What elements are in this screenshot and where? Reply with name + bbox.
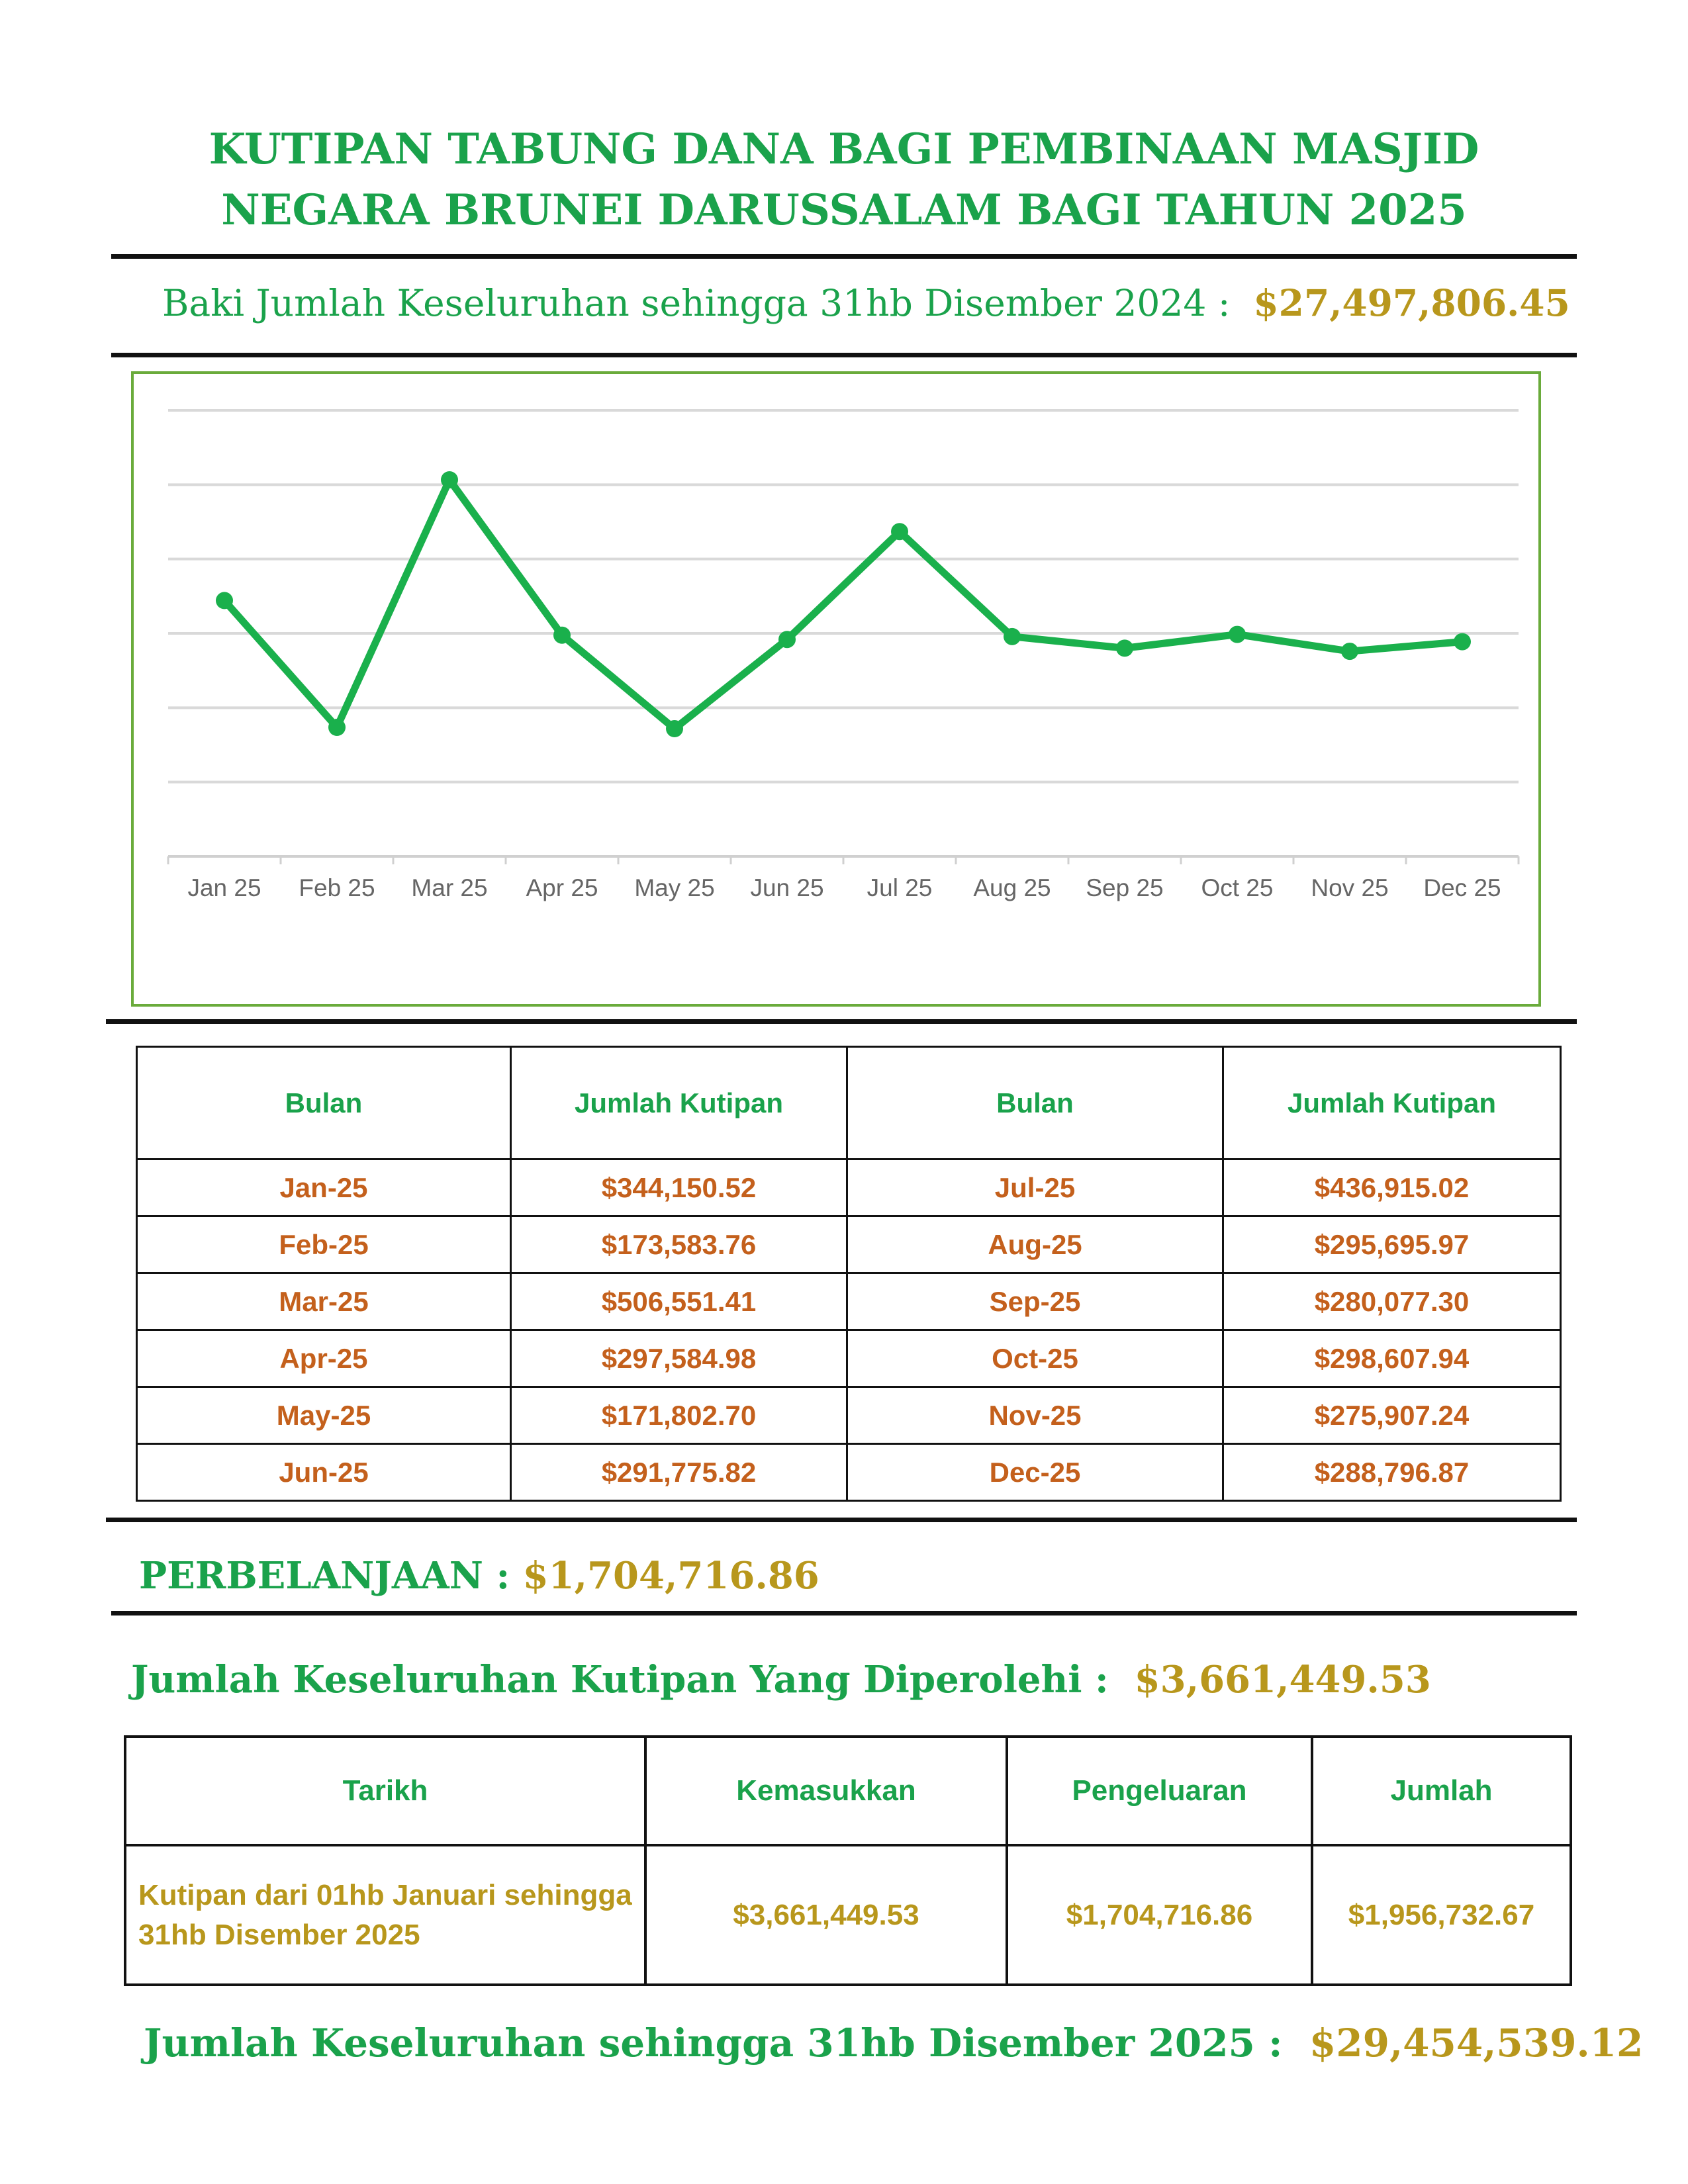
- jumlah-akhir-line: [144, 2021, 1643, 2066]
- table-cell: $275,907.24: [1223, 1387, 1561, 1444]
- table-cell: Jun-25: [137, 1444, 511, 1501]
- jumlah-akhir-value: $29,454,539.12: [1309, 2021, 1644, 2066]
- data-point: [1004, 628, 1021, 645]
- perbelanjaan-line: [139, 1554, 820, 1598]
- baki-label: Baki Jumlah Keseluruhan sehingga 31hb Disember 2024 :: [162, 282, 1231, 324]
- x-tick-label: Dec 25: [1423, 874, 1501, 901]
- chart-svg: [134, 374, 1538, 1004]
- line-chart: [131, 371, 1541, 1007]
- table-cell: Jul-25: [847, 1160, 1223, 1216]
- column-header: Tarikh: [125, 1737, 645, 1845]
- column-header: Jumlah: [1312, 1737, 1571, 1845]
- divider: [111, 353, 1577, 357]
- jumlah-kutipan-value: $3,661,449.53: [1134, 1658, 1431, 1702]
- perbelanjaan-value: $1,704,716.86: [522, 1554, 820, 1598]
- data-point: [891, 523, 908, 540]
- column-header: Bulan: [137, 1047, 511, 1160]
- table-header-row: [125, 1737, 1571, 1845]
- title-line-2: NEGARA BRUNEI DARUSSALAM BAGI TAHUN 2025: [221, 185, 1467, 235]
- table-row: [137, 1387, 1561, 1444]
- table-cell: $344,150.52: [511, 1160, 847, 1216]
- table-cell: Kutipan dari 01hb Januari sehingga 31hb Disember 2025: [125, 1845, 645, 1985]
- table-row: [137, 1273, 1561, 1330]
- jumlah-kutipan-label: Jumlah Keseluruhan Kutipan Yang Diperolehi :: [131, 1658, 1109, 1702]
- data-point: [778, 631, 796, 648]
- jumlah-kutipan-line: [131, 1658, 1431, 1702]
- table-cell: $173,583.76: [511, 1216, 847, 1273]
- table-cell: $298,607.94: [1223, 1330, 1561, 1387]
- table-cell: $280,077.30: [1223, 1273, 1561, 1330]
- x-tick-label: Mar 25: [411, 874, 488, 901]
- x-tick-label: Aug 25: [973, 874, 1051, 901]
- x-tick-label: Feb 25: [299, 874, 375, 901]
- divider: [106, 1019, 1577, 1024]
- data-point: [328, 719, 346, 736]
- data-point: [1229, 626, 1246, 643]
- table-row: [137, 1216, 1561, 1273]
- column-header: Bulan: [847, 1047, 1223, 1160]
- table-cell: Aug-25: [847, 1216, 1223, 1273]
- table-cell: $436,915.02: [1223, 1160, 1561, 1216]
- divider: [111, 254, 1577, 259]
- data-point: [666, 720, 683, 737]
- divider: [106, 1518, 1577, 1522]
- table-cell: $297,584.98: [511, 1330, 847, 1387]
- table-cell: $3,661,449.53: [645, 1845, 1007, 1985]
- table-cell: $291,775.82: [511, 1444, 847, 1501]
- table-cell: $295,695.97: [1223, 1216, 1561, 1273]
- monthly-collection-table: [136, 1046, 1562, 1502]
- table-cell: Feb-25: [137, 1216, 511, 1273]
- table-cell: Dec-25: [847, 1444, 1223, 1501]
- table-row: [137, 1330, 1561, 1387]
- perbelanjaan-label: PERBELANJAAN :: [139, 1554, 510, 1598]
- column-header: Kemasukkan: [645, 1737, 1007, 1845]
- table-cell: Apr-25: [137, 1330, 511, 1387]
- table-row: [137, 1160, 1561, 1216]
- x-tick-label: May 25: [634, 874, 715, 901]
- divider: [111, 1611, 1577, 1615]
- table-cell: $171,802.70: [511, 1387, 847, 1444]
- summary-table: [124, 1735, 1572, 1986]
- series-line: [224, 480, 1462, 729]
- x-tick-label: Sep 25: [1086, 874, 1164, 901]
- x-tick-label: Jun 25: [750, 874, 824, 901]
- data-point: [1341, 643, 1358, 660]
- table-cell: $506,551.41: [511, 1273, 847, 1330]
- x-tick-label: Jul 25: [867, 874, 933, 901]
- title-line-1: KUTIPAN TABUNG DANA BAGI PEMBINAAN MASJID: [209, 124, 1479, 174]
- baki-line: [162, 281, 1570, 324]
- data-point: [553, 627, 571, 644]
- table-cell: $288,796.87: [1223, 1444, 1561, 1501]
- table-cell: Nov-25: [847, 1387, 1223, 1444]
- x-tick-label: Apr 25: [526, 874, 598, 901]
- data-point: [441, 471, 458, 488]
- table-header-row: [137, 1047, 1561, 1160]
- table-cell: Jan-25: [137, 1160, 511, 1216]
- baki-value: $27,497,806.45: [1253, 281, 1570, 324]
- table-cell: May-25: [137, 1387, 511, 1444]
- table-cell: Mar-25: [137, 1273, 511, 1330]
- data-point: [1116, 639, 1133, 657]
- page-title: [0, 119, 1688, 241]
- column-header: Jumlah Kutipan: [1223, 1047, 1561, 1160]
- data-point: [216, 592, 233, 609]
- table-cell: $1,704,716.86: [1007, 1845, 1312, 1985]
- table-row: [125, 1845, 1571, 1985]
- table-cell: Sep-25: [847, 1273, 1223, 1330]
- data-point: [1454, 633, 1471, 651]
- x-tick-label: Nov 25: [1311, 874, 1389, 901]
- table-cell: $1,956,732.67: [1312, 1845, 1571, 1985]
- jumlah-akhir-label: Jumlah Keseluruhan sehingga 31hb Disember 2025 :: [144, 2021, 1283, 2066]
- table-row: [137, 1444, 1561, 1501]
- column-header: Pengeluaran: [1007, 1737, 1312, 1845]
- column-header: Jumlah Kutipan: [511, 1047, 847, 1160]
- table-cell: Oct-25: [847, 1330, 1223, 1387]
- x-tick-label: Jan 25: [187, 874, 261, 901]
- x-tick-label: Oct 25: [1201, 874, 1274, 901]
